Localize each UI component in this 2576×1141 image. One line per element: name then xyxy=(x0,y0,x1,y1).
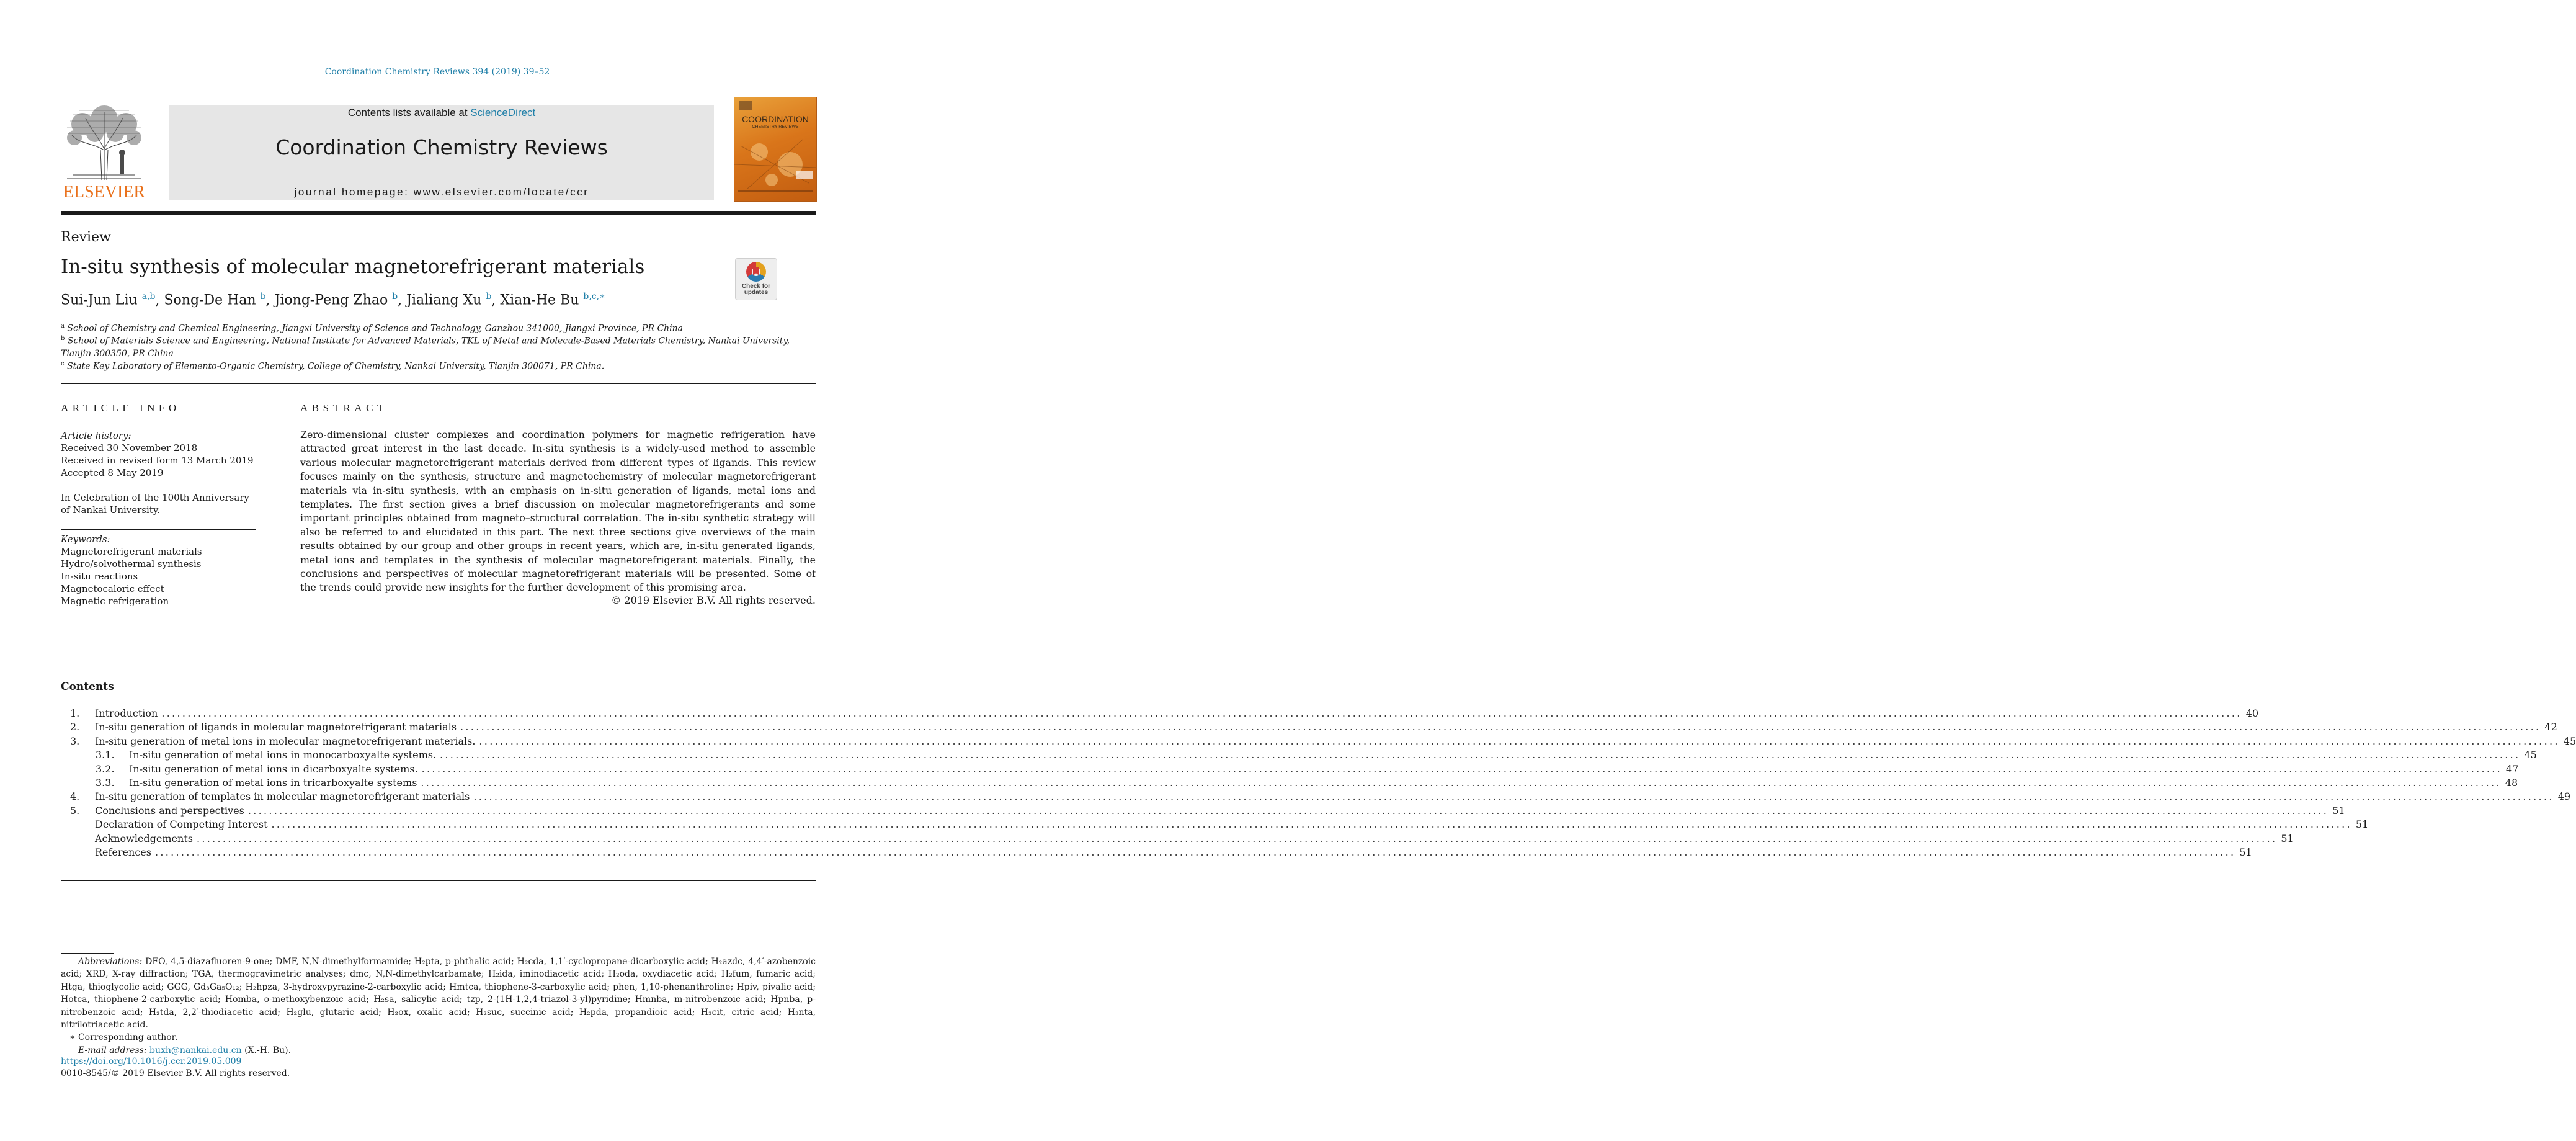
toc-number: 2. xyxy=(70,721,80,733)
toc-entry[interactable] xyxy=(61,707,2259,721)
author-separator: , xyxy=(265,292,275,308)
keyword: Magnetorefrigerant materials xyxy=(61,546,202,557)
toc-label[interactable]: In-situ generation of metal ions in molecular magnetorefrigerant materials. xyxy=(95,735,476,747)
journal-header-band xyxy=(169,105,714,200)
toc-number: 3.1. xyxy=(96,749,115,761)
accepted-date: Accepted 8 May 2019 xyxy=(61,467,164,478)
toc-label[interactable]: In-situ generation of metal ions in monocarboxyalte systems. xyxy=(129,749,437,761)
affiliation-text: School of Chemistry and Chemical Engineering, Jiangxi University of Science and Technology, Ganzhou 341000, Jiangxi Province, PR China xyxy=(67,323,684,334)
author-separator: , xyxy=(155,292,164,308)
toc-number: 3. xyxy=(70,735,80,747)
cover-title: COORDINATION xyxy=(742,114,809,124)
toc-page-number[interactable]: 48 xyxy=(2505,776,2518,789)
elsevier-logo xyxy=(61,105,148,202)
toc-label[interactable]: Acknowledgements xyxy=(95,832,193,844)
toc-number: 3.2. xyxy=(96,763,115,775)
toc-page-number[interactable]: 45 xyxy=(2563,735,2576,747)
author-list xyxy=(61,292,605,308)
author-affiliation-mark[interactable]: a,b xyxy=(141,292,156,302)
toc-leader: ................................................................................................................................................................................................................................................................................................................................................................................................................ xyxy=(247,804,2329,817)
cover-art-icon xyxy=(734,133,816,195)
toc-leader: ................................................................................................................................................................................................................................................................................................................................................................................................................ xyxy=(271,818,2352,831)
article-type: Review xyxy=(61,230,111,245)
toc-entry[interactable] xyxy=(61,846,2252,860)
abstract-heading: ABSTRACT xyxy=(300,402,388,414)
toc-entry[interactable] xyxy=(61,763,2519,777)
author-affiliation-mark[interactable]: b,c,∗ xyxy=(583,292,605,302)
email-line xyxy=(61,1044,816,1057)
author-affiliation-mark[interactable]: b xyxy=(392,292,398,302)
toc-number: 1. xyxy=(70,707,80,719)
journal-homepage-link[interactable]: journal homepage: www.elsevier.com/locate/ccr xyxy=(294,186,589,198)
keywords-rule xyxy=(61,529,256,530)
paper-title: In-situ synthesis of molecular magnetorefrigerant materials xyxy=(61,256,645,278)
sciencedirect-link[interactable]: ScienceDirect xyxy=(470,107,536,119)
toc-leader: ................................................................................................................................................................................................................................................................................................................................................................................................................ xyxy=(196,832,2278,844)
toc-page-number[interactable]: 45 xyxy=(2524,749,2537,761)
toc-leader: ................................................................................................................................................................................................................................................................................................................................................................................................................ xyxy=(161,707,2242,719)
toc-page-number[interactable]: 51 xyxy=(2281,832,2294,844)
toc-label[interactable]: In-situ generation of ligands in molecular magnetorefrigerant materials xyxy=(95,721,457,733)
issn-line: 0010-8545/© 2019 Elsevier B.V. All rights reserved. xyxy=(61,1068,290,1078)
toc-entry[interactable] xyxy=(61,790,2571,804)
toc-label[interactable]: In-situ generation of metal ions in tricarboxyalte systems xyxy=(129,776,417,789)
author-separator: , xyxy=(398,292,407,308)
journal-reference[interactable]: Coordination Chemistry Reviews 394 (2019) 39–52 xyxy=(324,67,550,77)
journal-title: Coordination Chemistry Reviews xyxy=(275,135,608,159)
email-suffix: (X.-H. Bu). xyxy=(241,1045,292,1055)
toc-page-number[interactable]: 42 xyxy=(2544,721,2557,733)
abbreviations-text: DFO, 4,5-diazafluoren-9-one; DMF, N,N-dimethylformamide; H₂pta, p-phthalic acid; H₂cda, 1,1′-cyclopropane-dicarboxylic acid; H₂azdc, 4,4′-azobenzoic acid; XRD, X-ray diffraction; TGA, thermogravimetric analyses; dmc, N,N-dimethylcarbamate; H₂ida, iminodiacetic acid; H₂oda, oxydiacetic acid; H₂fum, fumaric acid; Htga, thioglycolic acid; GGG, Gd₃Ga₅O₁₂; H₂hpza, 3-hydroxypyrazine-2-carboxylic acid; Hmtca, thiophene-3-carboxylic acid; phen, 1,10-phenanthroline; Hpiv, pivalic acid; Hotca, thiophene-2-carboxylic acid; Homba, o-methoxybenzoic acid; H₂sa, salicylic acid; tzp, 2-(1H-1,2,4-triazol-3-yl)pyridine; Hmnba, m-nitrobenzoic acid; Hpnba, p-nitrobenzoic acid; H₂tda, 2,2′-thiodiacetic acid; H₂glu, glutaric acid; H₂ox, oxalic acid; H₂suc, succinic acid; H₂pda, propandioic acid; H₃cit, citric acid; H₃nta, nitrilotriacetic acid. xyxy=(61,957,816,1031)
abbreviations-label: Abbreviations: xyxy=(78,957,143,967)
affiliation-b xyxy=(61,333,814,360)
toc-leader: ................................................................................................................................................................................................................................................................................................................................................................................................................ xyxy=(473,790,2554,803)
toc-entry[interactable] xyxy=(61,832,2294,846)
toc-entry[interactable] xyxy=(61,721,2557,735)
celebration-note: In Celebration of the 100th Anniversary of Nankai University. xyxy=(61,492,249,516)
toc-label[interactable]: Conclusions and perspectives xyxy=(95,804,244,817)
toc-entry[interactable] xyxy=(61,749,2537,763)
article-info-heading: ARTICLE INFO xyxy=(61,402,180,414)
email-label: E-mail address: xyxy=(78,1045,150,1055)
author-name[interactable]: Jiong-Peng Zhao xyxy=(274,292,388,308)
toc-page-number[interactable]: 47 xyxy=(2506,763,2519,775)
author-name[interactable]: Xian-He Bu xyxy=(500,292,579,308)
toc-entry[interactable] xyxy=(61,818,2369,832)
keyword: In-situ reactions xyxy=(61,571,138,582)
corresponding-author-note: ∗ Corresponding author. xyxy=(69,1032,178,1043)
author-affiliation-mark[interactable]: b xyxy=(260,292,266,302)
contents-heading: Contents xyxy=(61,681,114,693)
keyword: Magnetic refrigeration xyxy=(61,596,169,607)
table-of-contents xyxy=(61,707,2576,860)
keywords-block xyxy=(61,533,256,607)
toc-entry[interactable] xyxy=(61,776,2518,790)
keywords-label: Keywords: xyxy=(61,534,110,545)
keyword: Hydro/solvothermal synthesis xyxy=(61,558,202,570)
author-separator: , xyxy=(491,292,501,308)
cover-subtitle: CHEMISTRY REVIEWS xyxy=(752,125,799,129)
toc-leader: ................................................................................................................................................................................................................................................................................................................................................................................................................ xyxy=(421,776,2502,789)
toc-label[interactable]: Declaration of Competing Interest xyxy=(95,818,268,831)
toc-leader: ................................................................................................................................................................................................................................................................................................................................................................................................................ xyxy=(421,763,2503,775)
abstract-text: Zero-dimensional cluster complexes and coordination polymers for magnetic refrigeration have attracted great interest in the last decade. In-situ synthesis is a widely-used method to assemble various molecular magnetorefrigerant materials derived from different types of ligands. This review focuses mainly on the synthesis, structure and magnetochemistry of molecular magnetorefrigerant materials via in-situ synthesis, with an emphasis on in-situ generation of ligands, metal ions and templates. The first section gives a brief discussion on molecular magnetorefrigerants and some important principles obtained from magneto–structural correlation. The in-situ synthetic strategy will also be referred to and elucidated in this part. The next three sections give overviews of the main results obtained by our group and other groups in recent years, which are, in-situ generated ligands, metal ions and templates in the synthesis of molecular magnetorefrigerant materials. Finally, the conclusions and perspectives of molecular magnetorefrigerant materials will be presented. Some of the trends could provide new insights for the further development of this promising area. xyxy=(300,429,816,594)
author-name[interactable]: Jialiang Xu xyxy=(406,292,482,308)
crossmark-icon xyxy=(746,262,766,282)
toc-label[interactable]: In-situ generation of metal ions in dicarboxyalte systems. xyxy=(129,763,418,775)
toc-page-number[interactable]: 51 xyxy=(2239,846,2252,858)
affiliation-mark: c xyxy=(61,360,65,367)
toc-label[interactable]: In-situ generation of templates in molecular magnetorefrigerant materials xyxy=(95,790,470,803)
footnote-rule xyxy=(61,953,114,954)
elsevier-tree-icon xyxy=(61,105,148,181)
toc-page-number[interactable]: 51 xyxy=(2332,804,2345,817)
toc-page-number[interactable]: 51 xyxy=(2355,818,2369,831)
contents-available-line xyxy=(169,107,714,119)
author-affiliation-mark[interactable]: b xyxy=(486,292,492,302)
revised-date: Received in revised form 13 March 2019 xyxy=(61,455,254,466)
cover-logo-icon xyxy=(739,101,752,110)
header-bottom-rule xyxy=(61,211,816,215)
received-date: Received 30 November 2018 xyxy=(61,442,198,454)
affiliation-text: School of Materials Science and Engineering, National Institute for Advanced Materials, TKL of Metal and Molecule-Based Materials Chemistry, Nankai University, Tianjin 300350, PR China xyxy=(61,336,790,359)
keyword: Magnetocaloric effect xyxy=(61,583,164,594)
doi-link[interactable]: https://doi.org/10.1016/j.ccr.2019.05.009 xyxy=(61,1057,242,1067)
crossmark-label: Check for updates xyxy=(741,283,771,296)
toc-leader: ................................................................................................................................................................................................................................................................................................................................................................................................................ xyxy=(479,735,2560,747)
journal-cover-thumbnail[interactable] xyxy=(734,97,817,202)
affiliation-rule xyxy=(61,383,816,384)
affiliation-text: State Key Laboratory of Elemento-Organic Chemistry, College of Chemistry, Nankai University, Tianjin 300071, PR China. xyxy=(67,361,605,372)
abstract-copyright: © 2019 Elsevier B.V. All rights reserved. xyxy=(611,594,816,606)
author-name[interactable]: Sui-Jun Liu xyxy=(61,292,138,308)
toc-number: 5. xyxy=(70,804,80,817)
article-history xyxy=(61,429,256,516)
affiliation-c xyxy=(61,358,814,373)
toc-number: 3.3. xyxy=(96,776,115,789)
abbreviations-footnote xyxy=(61,955,816,1031)
history-label: Article history: xyxy=(61,430,131,441)
elsevier-wordmark: ELSEVIER xyxy=(63,182,146,202)
toc-label[interactable]: Introduction xyxy=(95,707,158,719)
toc-entry[interactable] xyxy=(61,735,2576,749)
affiliation-mark: a xyxy=(61,323,65,329)
check-for-updates-button[interactable] xyxy=(735,258,777,300)
contents-available-text: Contents lists available at xyxy=(347,107,471,119)
toc-leader: ................................................................................................................................................................................................................................................................................................................................................................................................................ xyxy=(460,721,2541,733)
toc-page-number[interactable]: 49 xyxy=(2557,790,2571,803)
email-link[interactable]: buxh@nankai.edu.cn xyxy=(149,1045,242,1055)
toc-label[interactable]: References xyxy=(95,846,151,858)
toc-number: 4. xyxy=(70,790,80,803)
toc-page-number[interactable]: 40 xyxy=(2245,707,2259,719)
contents-bottom-rule xyxy=(61,880,816,881)
footnotes xyxy=(61,955,816,1057)
toc-leader: ................................................................................................................................................................................................................................................................................................................................................................................................................ xyxy=(154,846,2236,858)
toc-entry[interactable] xyxy=(61,804,2345,818)
author-name[interactable]: Song-De Han xyxy=(164,292,256,308)
affiliation-mark: b xyxy=(61,335,65,342)
toc-leader: ................................................................................................................................................................................................................................................................................................................................................................................................................ xyxy=(440,749,2521,761)
